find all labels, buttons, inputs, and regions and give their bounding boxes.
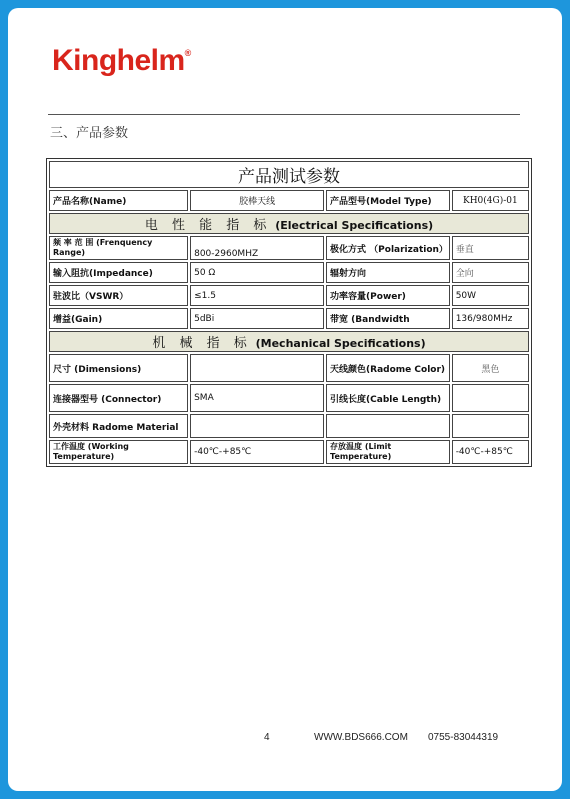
- row-label: 输入阻抗(Impedance): [49, 262, 188, 283]
- row-label: 带宽 (Bandwidth: [326, 308, 450, 329]
- row-value: [190, 354, 324, 382]
- table-title-row: [49, 161, 529, 188]
- table-row: [49, 308, 529, 329]
- row-label: [326, 414, 450, 438]
- table-row: [49, 262, 529, 283]
- table-row: [49, 236, 529, 260]
- table-row: [49, 384, 529, 412]
- band-cn: 电 性 能 指 标: [144, 218, 272, 233]
- row-value: ≤1.5: [190, 285, 324, 306]
- header-divider: [48, 114, 520, 115]
- row-label: 工作温度 (Working Temperature): [49, 440, 188, 464]
- row-value: 5dBi: [190, 308, 324, 329]
- row-label: 功率容量(Power): [326, 285, 450, 306]
- row-label: 频 率 范 围 (Frenquency Range): [49, 236, 188, 260]
- row-label: 引线长度(Cable Length): [326, 384, 450, 412]
- table-row: [49, 440, 529, 464]
- document-page: [8, 8, 562, 791]
- footer-phone: 0755-83044319: [428, 732, 499, 743]
- row-value: SMA: [190, 384, 324, 412]
- spec-table: [46, 158, 532, 467]
- table-row: [49, 354, 529, 382]
- row-value: 全向: [452, 262, 529, 283]
- band-en: (Electrical Specifications): [275, 219, 434, 232]
- row-label: 尺寸 (Dimensions): [49, 354, 188, 382]
- row-label: 外壳材料 Radome Material: [49, 414, 188, 438]
- footer-website: WWW.BDS666.COM: [314, 732, 408, 743]
- logo-text: Kinghelm: [52, 44, 185, 77]
- row-value: 800-2960MHZ: [190, 236, 324, 260]
- mechanical-band: [49, 331, 529, 352]
- row-value: 50 Ω: [190, 262, 324, 283]
- row-label: 辐射方向: [326, 262, 450, 283]
- model-label: 产品型号(Model Type): [326, 190, 450, 211]
- row-label: 天线颜色(Radome Color): [326, 354, 450, 382]
- row-value: -40℃-+85℃: [190, 440, 324, 464]
- row-value: 黑色: [452, 354, 529, 382]
- row-value: 136/980MHz: [452, 308, 529, 329]
- kinghelm-logo: [52, 44, 191, 78]
- table-title: 产品测试参数: [49, 161, 529, 188]
- table-row: [49, 285, 529, 306]
- electrical-band: [49, 213, 529, 234]
- row-value: [190, 414, 324, 438]
- page-number: 4: [264, 732, 270, 743]
- name-label: 产品名称(Name): [49, 190, 188, 211]
- row-label: 增益(Gain): [49, 308, 188, 329]
- row-value: [452, 414, 529, 438]
- table-row: [49, 414, 529, 438]
- electrical-band-row: [49, 213, 529, 234]
- row-value: -40℃-+85℃: [452, 440, 529, 464]
- row-value: 垂直: [452, 236, 529, 260]
- row-label: 驻波比（VSWR）: [49, 285, 188, 306]
- row-label: 极化方式 （Polarization）: [326, 236, 450, 260]
- row-value: 50W: [452, 285, 529, 306]
- row-value: [452, 384, 529, 412]
- band-en: (Mechanical Specifications): [255, 337, 426, 350]
- row-label: 连接器型号 (Connector): [49, 384, 188, 412]
- name-value: 胶棒天线: [190, 190, 324, 211]
- row-label: 存放温度 (Limit Temperature): [326, 440, 450, 464]
- table-row: [49, 190, 529, 211]
- section-title: 三、产品参数: [50, 126, 129, 141]
- model-value: KH0(4G)-01: [452, 190, 529, 211]
- band-cn: 机 械 指 标: [152, 336, 252, 351]
- mechanical-band-row: [49, 331, 529, 352]
- trademark-symbol: ®: [184, 48, 191, 58]
